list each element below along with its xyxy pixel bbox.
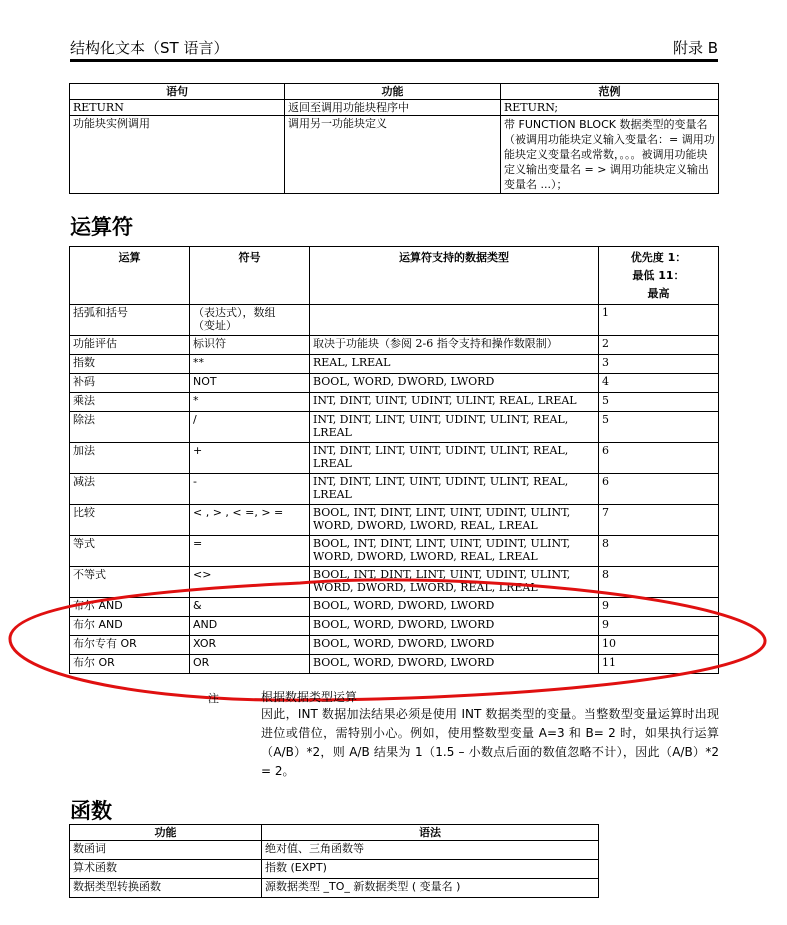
table-cell: 加法 <box>70 443 190 474</box>
table-row <box>70 617 719 636</box>
table-cell: - <box>190 474 310 505</box>
table-row <box>70 336 719 355</box>
note-body: 因此，INT 数据加法结果必须是使用 INT 数据类型的变量。当整数型变量运算时出现进位或借位，需特别小心。例如，使用整数型变量 A=3 和 B= 2 时，如果执行运算（A/B）*2，则 A/B 结果为 1（1.5 – 小数点后面的数值忽略不计），因此（A/B）*2 = 2。 <box>261 707 719 778</box>
functions-heading: 函数 <box>70 799 112 823</box>
table-cell: INT, DINT, LINT, UINT, UDINT, ULINT, REAL, LREAL <box>310 443 599 474</box>
table-row <box>70 841 599 860</box>
column-header: 语法 <box>262 825 599 841</box>
table-cell: 布尔 AND <box>70 598 190 617</box>
header-rule <box>70 59 718 62</box>
table-row <box>70 355 719 374</box>
table-cell: 源数据类型 _TO_ 新数据类型 ( 变量名 ) <box>262 879 599 898</box>
table-cell: 绝对值、三角函数等 <box>262 841 599 860</box>
table-cell: 等式 <box>70 536 190 567</box>
table-cell: XOR <box>190 636 310 655</box>
table-cell: * <box>190 393 310 412</box>
table-cell: < , > , < =, > = <box>190 505 310 536</box>
table-cell: NOT <box>190 374 310 393</box>
column-header: 运算符支持的数据类型 <box>310 247 599 305</box>
column-header: 运算 <box>70 247 190 305</box>
table-cell: 比较 <box>70 505 190 536</box>
table-cell: 2 <box>599 336 719 355</box>
table-cell: RETURN <box>70 100 285 116</box>
appendix-label: 附录 B <box>672 39 718 57</box>
table-cell: REAL, LREAL <box>310 355 599 374</box>
table-row <box>70 598 719 617</box>
table-row <box>70 305 719 336</box>
table-row <box>70 536 719 567</box>
table-cell: 补码 <box>70 374 190 393</box>
chapter-title: 结构化文本（ST 语言） <box>70 39 229 57</box>
table-cell: BOOL, INT, DINT, LINT, UINT, UDINT, ULINT, WORD, DWORD, LWORD, REAL, LREAL <box>310 505 599 536</box>
table-cell: 功能评估 <box>70 336 190 355</box>
table-cell: INT, DINT, LINT, UINT, UDINT, ULINT, REAL, LREAL <box>310 474 599 505</box>
column-header: 符号 <box>190 247 310 305</box>
table-header-row <box>70 825 599 841</box>
table-row <box>70 567 719 598</box>
table-row <box>70 655 719 674</box>
page-header <box>70 37 718 57</box>
table-cell: & <box>190 598 310 617</box>
table-row <box>70 393 719 412</box>
table-cell: 返回至调用功能块程序中 <box>285 100 501 116</box>
table-row <box>70 474 719 505</box>
table-cell: 6 <box>599 474 719 505</box>
table-cell: <> <box>190 567 310 598</box>
table-cell: BOOL, WORD, DWORD, LWORD <box>310 617 599 636</box>
table-cell: OR <box>190 655 310 674</box>
table-cell: 3 <box>599 355 719 374</box>
table-cell: BOOL, WORD, DWORD, LWORD <box>310 598 599 617</box>
table-cell: 5 <box>599 412 719 443</box>
table-cell: ** <box>190 355 310 374</box>
functions-table <box>69 824 599 898</box>
table-header-row <box>70 247 719 305</box>
table-cell: 布尔专有 OR <box>70 636 190 655</box>
table-cell: 括弧和括号 <box>70 305 190 336</box>
table-cell: BOOL, INT, DINT, LINT, UINT, UDINT, ULINT, WORD, DWORD, LWORD, REAL, LREAL <box>310 567 599 598</box>
table-cell: 乘法 <box>70 393 190 412</box>
table-row <box>70 879 599 898</box>
statements-table <box>69 83 719 194</box>
table-row <box>70 116 719 194</box>
table-cell: 布尔 OR <box>70 655 190 674</box>
operators-body <box>70 305 719 674</box>
table-cell: 功能块实例调用 <box>70 116 285 194</box>
column-header: 范例 <box>501 84 719 100</box>
table-cell: BOOL, WORD, DWORD, LWORD <box>310 655 599 674</box>
table-cell: RETURN; <box>501 100 719 116</box>
table-cell: 减法 <box>70 474 190 505</box>
table-cell: 取决于功能块（参阅 2-6 指令支持和操作数限制） <box>310 336 599 355</box>
table-cell: 数据类型转换函数 <box>70 879 262 898</box>
column-header: 语句 <box>70 84 285 100</box>
table-cell: 带 FUNCTION BLOCK 数据类型的变量名（被调用功能块定义输入变量名：= 调用功能块定义变量名或常数，。。。被调用功能块定义输出变量名 = > 调用功能块定义输出变量名 ...）； <box>501 116 719 194</box>
table-cell: 1 <box>599 305 719 336</box>
table-cell: 数函词 <box>70 841 262 860</box>
column-header: 功能 <box>285 84 501 100</box>
table-cell: 8 <box>599 536 719 567</box>
operators-table <box>69 246 719 674</box>
table-cell: BOOL, WORD, DWORD, LWORD <box>310 636 599 655</box>
column-header: 优先度 1： 最低 11： 最高 <box>599 247 719 305</box>
table-row <box>70 860 599 879</box>
note-title: 根据数据类型运算 <box>261 690 358 704</box>
table-row <box>70 374 719 393</box>
table-cell: 6 <box>599 443 719 474</box>
table-cell: + <box>190 443 310 474</box>
table-row <box>70 412 719 443</box>
column-header: 功能 <box>70 825 262 841</box>
table-cell: INT, DINT, LINT, UINT, UDINT, ULINT, REAL, LREAL <box>310 412 599 443</box>
table-cell: INT, DINT, UINT, UDINT, ULINT, REAL, LREAL <box>310 393 599 412</box>
table-cell: 除法 <box>70 412 190 443</box>
table-cell: 9 <box>599 598 719 617</box>
table-cell: 8 <box>599 567 719 598</box>
table-row <box>70 505 719 536</box>
table-cell: （表达式），数组 （变址） <box>190 305 310 336</box>
table-cell: 5 <box>599 393 719 412</box>
table-cell: AND <box>190 617 310 636</box>
operators-heading: 运算符 <box>70 215 133 239</box>
table-cell: 标识符 <box>190 336 310 355</box>
table-cell: 指数 (EXPT) <box>262 860 599 879</box>
table-cell: 4 <box>599 374 719 393</box>
table-row <box>70 443 719 474</box>
table-cell: 调用另一功能块定义 <box>285 116 501 194</box>
table-cell: BOOL, INT, DINT, LINT, UINT, UDINT, ULINT, WORD, DWORD, LWORD, REAL, LREAL <box>310 536 599 567</box>
table-cell: BOOL, WORD, DWORD, LWORD <box>310 374 599 393</box>
table-row <box>70 100 719 116</box>
table-cell: 9 <box>599 617 719 636</box>
table-cell: = <box>190 536 310 567</box>
table-header-row <box>70 84 719 100</box>
table-cell: 10 <box>599 636 719 655</box>
table-cell: 11 <box>599 655 719 674</box>
table-cell: 指数 <box>70 355 190 374</box>
table-cell: / <box>190 412 310 443</box>
table-cell: 布尔 AND <box>70 617 190 636</box>
table-cell <box>310 305 599 336</box>
note-label: 注 <box>208 692 219 705</box>
table-cell: 算术函数 <box>70 860 262 879</box>
table-row <box>70 636 719 655</box>
table-cell: 不等式 <box>70 567 190 598</box>
table-cell: 7 <box>599 505 719 536</box>
